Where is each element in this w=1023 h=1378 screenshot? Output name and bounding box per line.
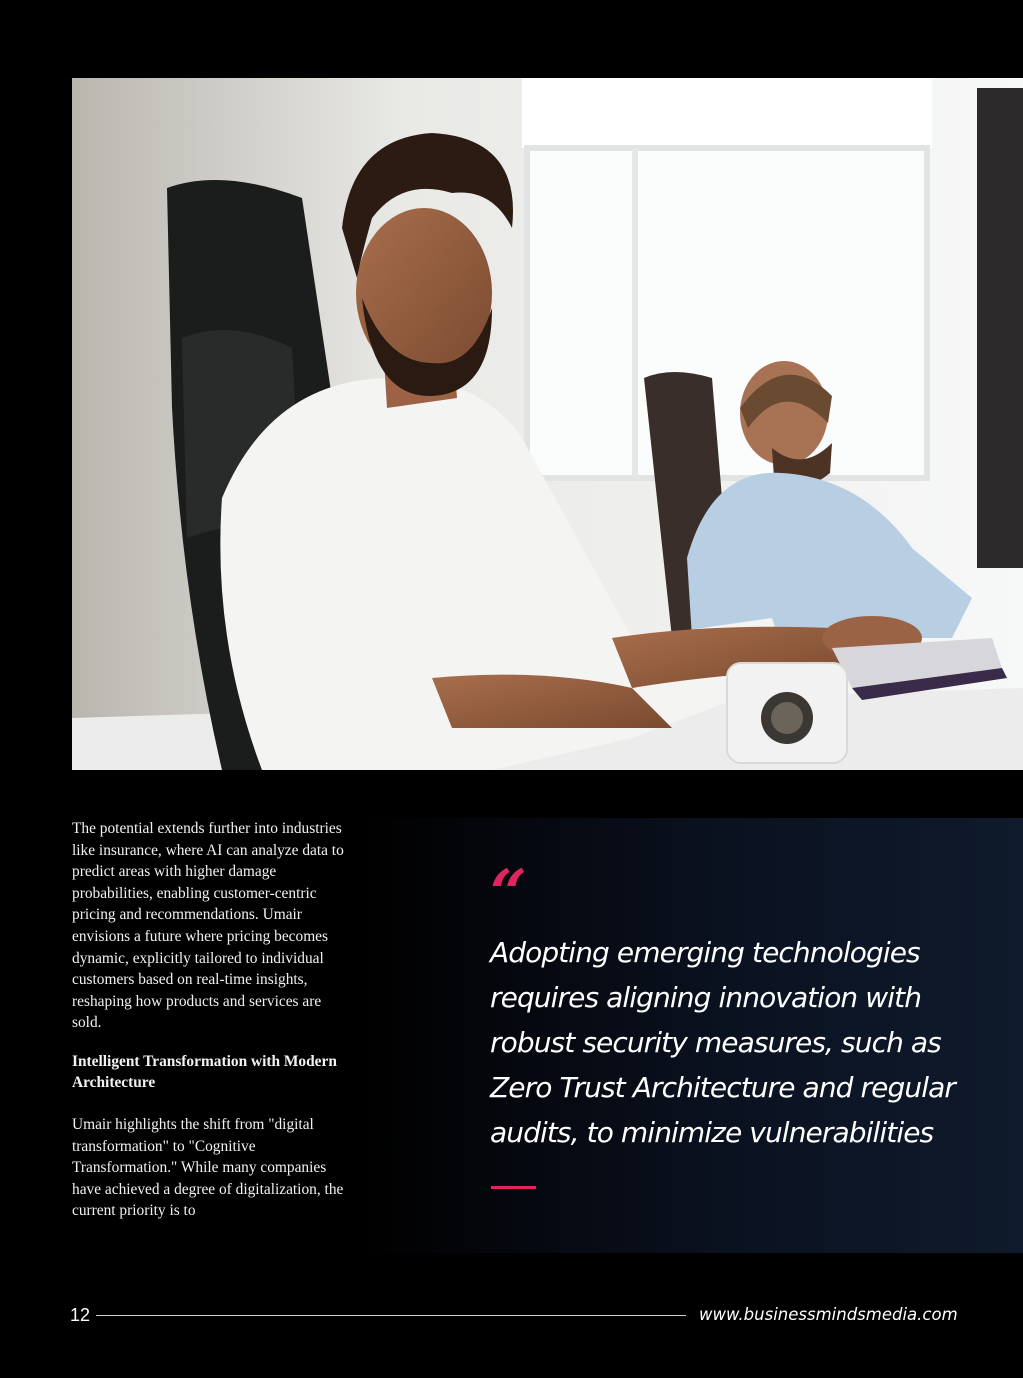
article-paragraph: Umair highlights the shift from "digital transformation" to "Cognitive Transformation." While many companies have achieved a degree of digitalization, the current priority is to <box>72 1115 344 1220</box>
footer-url-link[interactable]: www.businessmindsmedia.com <box>699 1305 958 1324</box>
quote-divider <box>491 1186 536 1189</box>
pull-quote-text: Adopting emerging technologies requires aligning innovation with robust security measures, such as Zero Trust Architecture and regular audits, to minimize vulnerabilities <box>490 936 955 1149</box>
article-paragraph: The potential extends further into industries like insurance, where AI can analyze data to predict areas with higher damage probabilities, enabling customer-centric pricing and recommendations. Umair envisions a future where pricing becomes dynamic, explicitly tailored to individual customers based on real-time insights, reshaping how products and services are sold. <box>72 820 344 1032</box>
page-number: 12 <box>70 1305 91 1325</box>
section-heading: Intelligent Transformation with Modern Architecture <box>72 1052 337 1091</box>
quote-mark-icon: “ <box>490 856 527 931</box>
hero-photo <box>72 78 1023 770</box>
footer-rule <box>96 1315 686 1316</box>
article-body <box>72 818 354 1222</box>
